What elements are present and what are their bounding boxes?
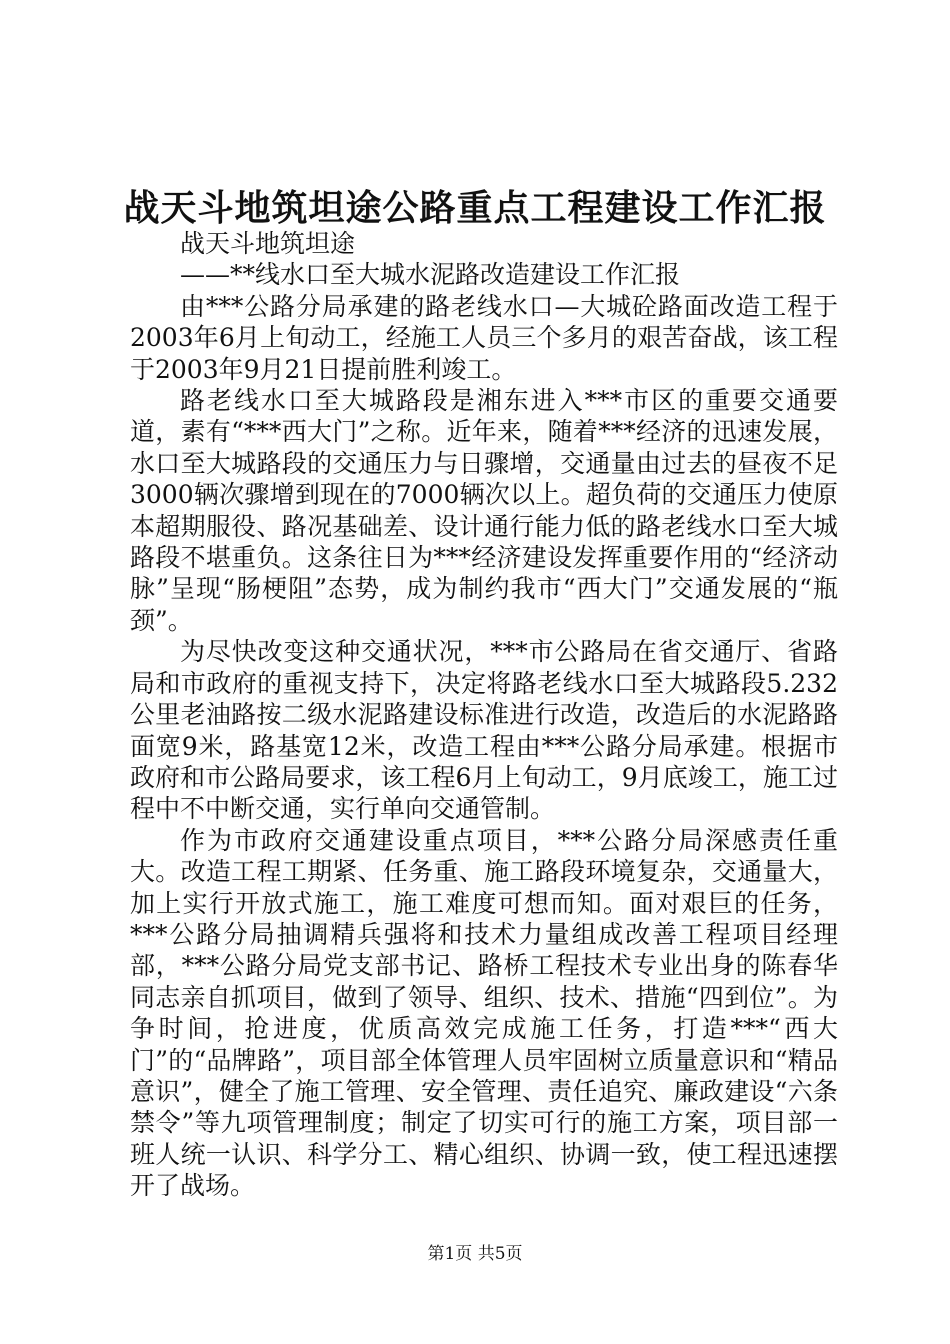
page-number-footer: 第1页 共5页 bbox=[427, 1244, 523, 1264]
paragraph-background: 路老线水口至大城路段是湘东进入***市区的重要交通要道，素有“***西大门”之称。近年来，随着***经济的迅速发展，水口至大城路段的交通压力与日骤增，交通量由过去的昼夜不足3000辆次骤增到现在的7000辆次以上。超负荷的交通压力使原本超期服役、路况基础差、设计通行能力低的路老线水口至大城路段不堪重负。这条往日为***经济建设发挥重要作用的“经济动脉”呈现“肠梗阻”态势，成为制约我市“西大门”交通发展的“瓶颈”。 bbox=[130, 386, 838, 635]
paragraph-intro: 由***公路分局承建的路老线水口—大城砼路面改造工程于2003年6月上旬动工，经施工人员三个多月的艰苦奋战，该工程于2003年9月21日提前胜利竣工。 bbox=[130, 291, 838, 384]
document-body bbox=[130, 228, 838, 1202]
page-title: 战天斗地筑坦途公路重点工程建设工作汇报 bbox=[123, 187, 827, 229]
subtitle-line-2: ——**线水口至大城水泥路改造建设工作汇报 bbox=[180, 260, 681, 290]
paragraph-management: 作为市政府交通建设重点项目，***公路分局深感责任重大。改造工程工期紧、任务重、施工路段环境复杂，交通量大，加上实行开放式施工，施工难度可想而知。面对艰巨的任务，***公路分局抽调精兵强将和技术力量组成改善工程项目经理部，***公路分局党支部书记、路桥工程技术专业出身的陈春华同志亲自抓项目，做到了领导、组织、技术、措施“四到位”。为争时间，抢进度，优质高效完成施工任务，打造***“西大门”的“品牌路”，项目部全体管理人员牢固树立质量意识和“精品意识”，健全了施工管理、安全管理、责任追究、廉政建设“六条禁令”等九项管理制度；制定了切实可行的施工方案，项目部一班人统一认识、科学分工、精心组织、协调一致，使工程迅速摆开了战场。 bbox=[130, 825, 838, 1201]
paragraph-decision: 为尽快改变这种交通状况，***市公路局在省交通厅、省路局和市政府的重视支持下，决定将路老线水口至大城路段5.232公里老油路按二级水泥路建设标准进行改造，改造后的水泥路路面宽9米，路基宽12米，改造工程由***公路分局承建。根据市政府和市公路局要求，该工程6月上旬动工，9月底竣工，施工过程中不中断交通，实行单向交通管制。 bbox=[130, 637, 838, 824]
subtitle-line-1: 战天斗地筑坦途 bbox=[180, 229, 356, 258]
